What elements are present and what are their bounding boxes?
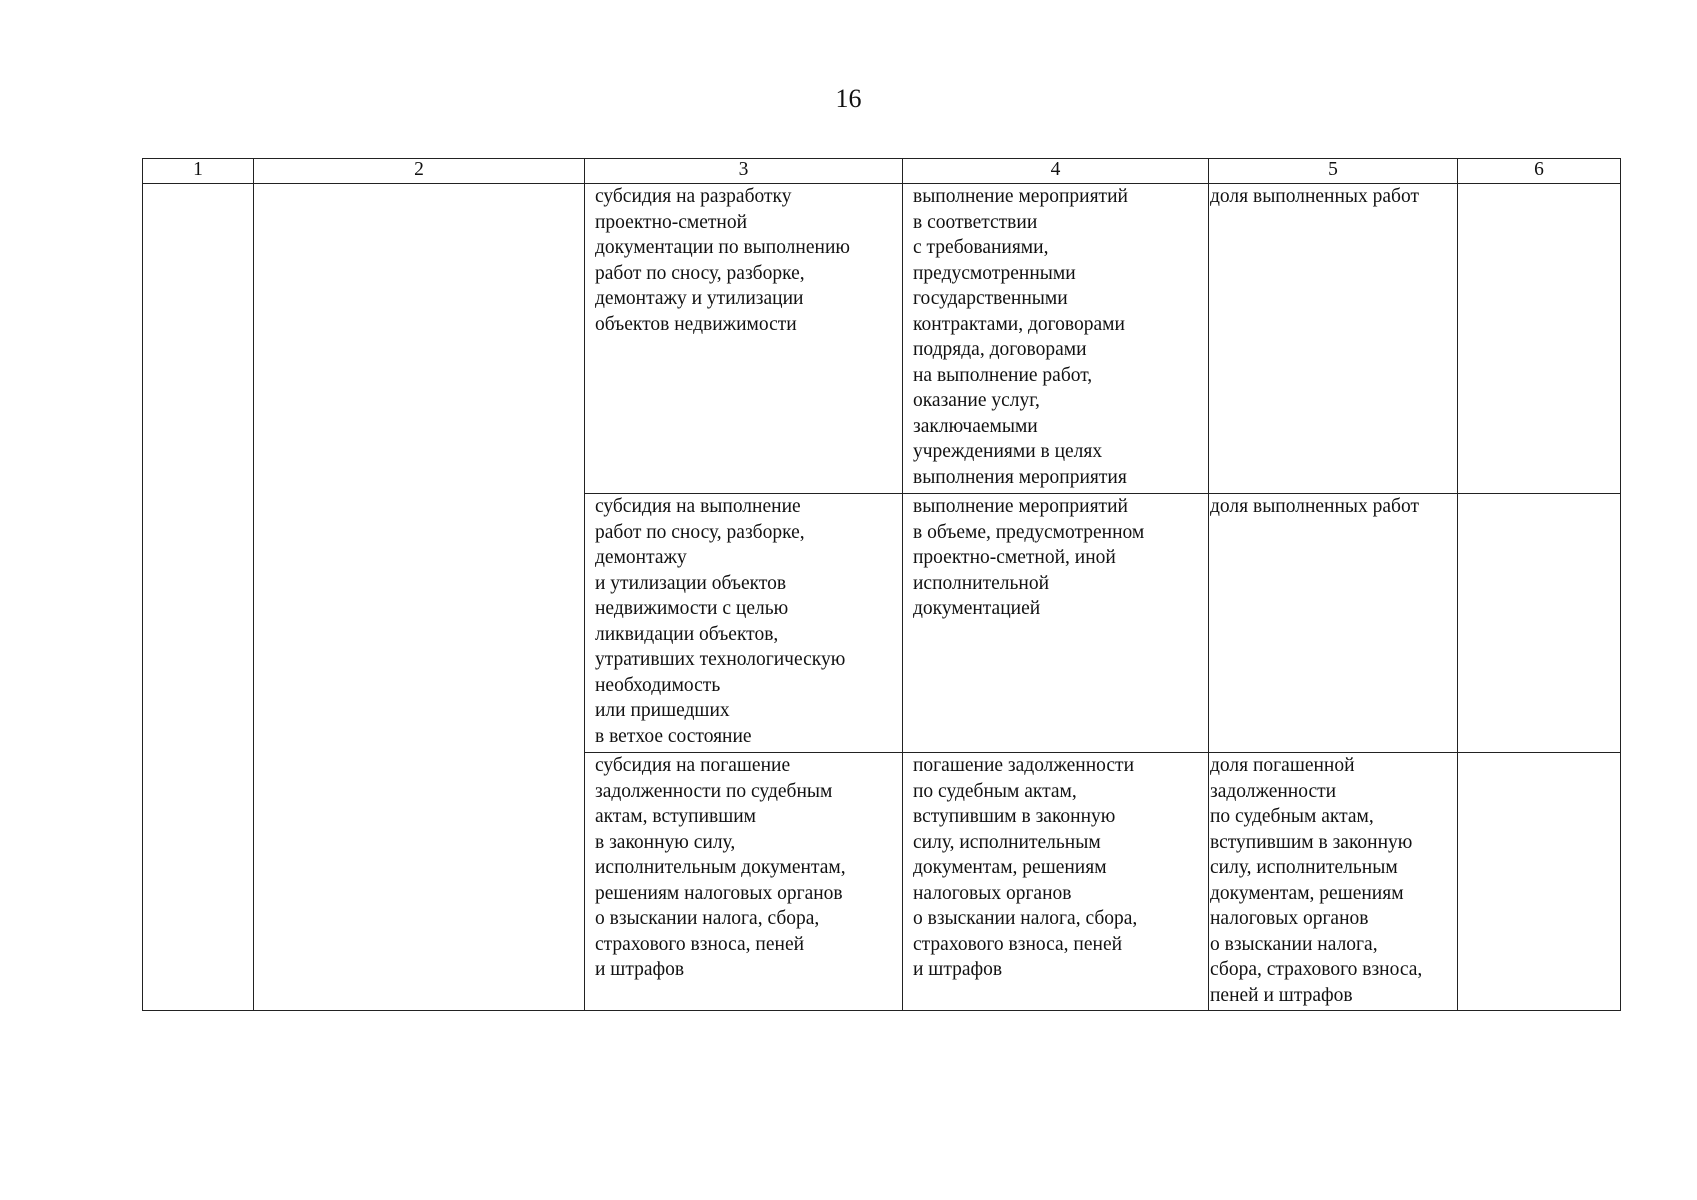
- cell-value: [1458, 494, 1621, 753]
- cell-result: выполнение мероприятий в объеме, предусмотренном проектно-сметной, иной исполнительной документацией: [903, 494, 1209, 753]
- indicators-table: [142, 158, 1621, 1011]
- header-col-5: 5: [1209, 159, 1458, 184]
- cell-col1-merged: [143, 184, 254, 1011]
- cell-result: погашение задолженности по судебным актам, вступившим в законную силу, исполнительным документам, решениям налоговых органов о взыскании налога, сбора, страхового взноса, пеней и штрафов: [903, 753, 1209, 1011]
- header-col-1: 1: [143, 159, 254, 184]
- cell-indicator: доля погашенной задолженности по судебным актам, вступившим в законную силу, исполнительным документам, решениям налоговых органов о взыскании налога, сбора, страхового взноса, пеней и штрафов: [1209, 753, 1458, 1011]
- header-col-2: 2: [254, 159, 585, 184]
- table-row: [143, 184, 1621, 494]
- header-col-6: 6: [1458, 159, 1621, 184]
- header-col-4: 4: [903, 159, 1209, 184]
- cell-result: выполнение мероприятий в соответствии с требованиями, предусмотренными государственными контрактами, договорами подряда, договорами на выполнение работ, оказание услуг, заключаемыми учреждениями в целях выполнения мероприятия: [903, 184, 1209, 494]
- cell-measure: субсидия на выполнение работ по сносу, разборке, демонтажу и утилизации объектов недвижимости с целью ликвидации объектов, утративших технологическую необходимость или пришедших в ветхое состояние: [585, 494, 903, 753]
- cell-col2-merged: [254, 184, 585, 1011]
- cell-value: [1458, 184, 1621, 494]
- cell-measure: субсидия на разработку проектно-сметной документации по выполнению работ по сносу, разборке, демонтажу и утилизации объектов недвижимости: [585, 184, 903, 494]
- header-col-3: 3: [585, 159, 903, 184]
- cell-measure: субсидия на погашение задолженности по судебным актам, вступившим в законную силу, исполнительным документам, решениям налоговых органов о взыскании налога, сбора, страхового взноса, пеней и штрафов: [585, 753, 903, 1011]
- page-number: 16: [835, 84, 862, 113]
- table-header-row: [143, 159, 1621, 184]
- cell-value: [1458, 753, 1621, 1011]
- cell-indicator: доля выполненных работ: [1209, 494, 1458, 753]
- cell-indicator: доля выполненных работ: [1209, 184, 1458, 494]
